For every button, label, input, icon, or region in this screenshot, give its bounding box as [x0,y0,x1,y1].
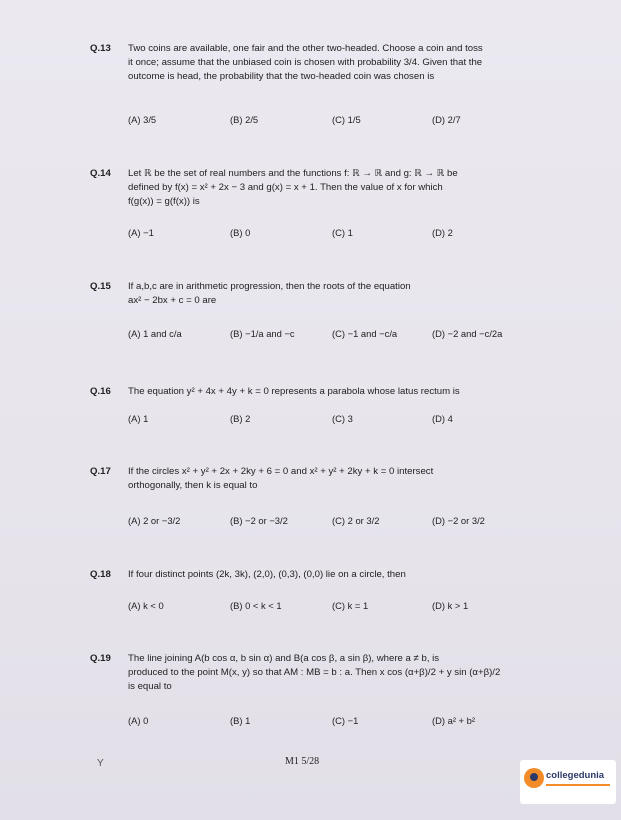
option-a: (A) 1 and c/a [128,328,182,339]
logo-underline [546,784,610,786]
logo-text: collegedunia [546,770,605,781]
question-16 [90,385,530,424]
option-b: (B) 2 [230,413,251,424]
option-d: (D) 2/7 [432,114,461,125]
question-number: Q.13 [90,43,111,54]
question-number: Q.14 [90,168,111,179]
question-13 [90,42,530,125]
option-d: (D) k > 1 [432,600,469,611]
option-d: (D) −2 or 3/2 [432,515,485,526]
option-a: (A) 2 or −3/2 [128,515,181,526]
question-17 [90,465,530,526]
option-a: (A) 3/5 [128,114,157,125]
option-d: (D) −2 and −c/2a [432,328,503,339]
question-18 [90,568,530,611]
option-a: (A) k < 0 [128,600,164,611]
page-footer: M1 5/28 [285,756,320,767]
question-text: The line joining A(b cos α, b sin α) and B(a cos β, a sin β), where a ≠ b, is produced to the point M(x, y) so that AM : MB = b : a. Then x cos (α+β)/2 + y sin (α+β)/2 is equal to [128,653,501,692]
option-b: (B) 1 [230,715,251,726]
question-text: If the circles x² + y² + 2x + 2ky + 6 = 0 and x² + y² + 2ky + k = 0 intersect orthogonally, then k is equal to [128,466,434,491]
question-19 [90,652,530,726]
question-text: If a,b,c are in arithmetic progression, then the roots of the equation ax² − 2bx + c = 0 are [128,281,411,306]
option-d: (D) 2 [432,227,453,238]
question-text: The equation y² + 4x + 4y + k = 0 represents a parabola whose latus rectum is [128,386,460,397]
option-a: (A) 0 [128,715,149,726]
collegedunia-logo [520,760,616,804]
margin-mark: Y [97,758,104,769]
option-b: (B) 2/5 [230,114,259,125]
option-d: (D) a² + b² [432,715,475,726]
question-number: Q.16 [90,386,111,397]
question-text: Two coins are available, one fair and the other two-headed. Choose a coin and toss it once; assume that the unbiased coin is chosen with probability 3/4. Given that the outcome is head, the probability that the two-headed coin was chosen is [128,43,483,82]
option-c: (C) −1 [332,715,359,726]
question-number: Q.18 [90,569,111,580]
question-number: Q.19 [90,653,111,664]
option-b: (B) −2 or −3/2 [230,515,288,526]
option-c: (C) −1 and −c/a [332,328,398,339]
option-a: (A) 1 [128,413,149,424]
question-15 [90,280,530,339]
option-c: (C) k = 1 [332,600,369,611]
option-b: (B) −1/a and −c [230,328,295,339]
logo-icon [524,768,544,788]
option-d: (D) 4 [432,413,453,424]
option-c: (C) 3 [332,413,353,424]
option-b: (B) 0 < k < 1 [230,600,282,611]
option-b: (B) 0 [230,227,251,238]
question-14 [90,167,530,238]
question-text: If four distinct points (2k, 3k), (2,0), (0,3), (0,0) lie on a circle, then [128,569,406,580]
question-number: Q.17 [90,466,111,477]
question-number: Q.15 [90,281,111,292]
option-c: (C) 1/5 [332,114,361,125]
option-a: (A) −1 [128,227,154,238]
option-c: (C) 1 [332,227,353,238]
option-c: (C) 2 or 3/2 [332,515,380,526]
question-text: Let ℝ be the set of real numbers and the functions f: ℝ → ℝ and g: ℝ → ℝ be defined by f(x) = x² + 2x − 3 and g(x) = x + 1. Then the value of x for which f(g(x)) = g(f(x)) is [128,168,458,207]
